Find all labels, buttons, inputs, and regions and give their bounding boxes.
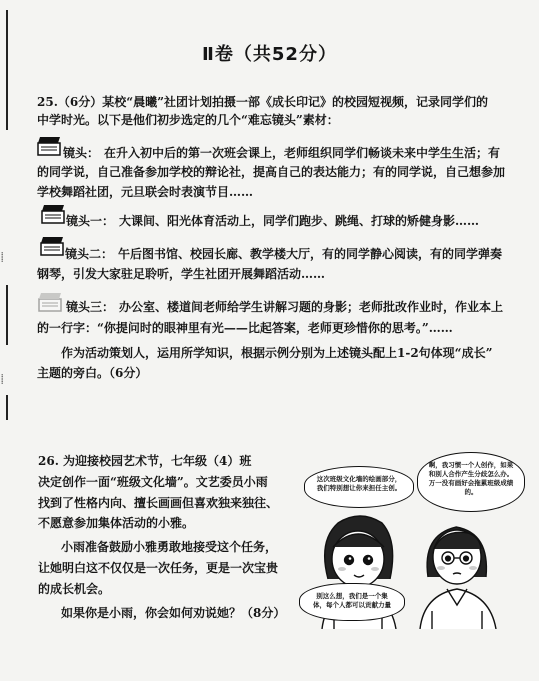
shot-text: 在升入初中后的第一次班会课上，老师组织同学们畅谈未来中学生生活；有 [104,146,501,160]
q26-line: 找到了性格内向、擅长画画但喜欢独来独往、 [38,496,279,510]
q25-intro-line2: 中学时光。以下是他们初步选定的几个“难忘镜头”素材： [37,113,339,127]
speech-bubble-right: 啊，我习惯一个人创作，如果和别人合作产生分歧怎么办。万一没有画好会拖累班级成绩的。 [417,452,525,512]
shot-text: 学校舞蹈社团，元旦联会时表演节目…… [37,185,254,199]
girl-xiaoya-figure [420,527,496,629]
q25-intro-line1: 25.（6分）某校“晨曦”社团计划拍摄一部《成长印记》的校园短视频，记录同学们的 [37,95,489,109]
shot-text: 办公室、楼道间老师给学生讲解习题的身影；老师批改作业时，作业本上 [119,300,504,314]
shot-text: 的一行字：“你提问时的眼神里有光——比起答案，老师更珍惜你的思考。”…… [37,321,453,335]
q26-line: 的成长机会。 [38,582,111,596]
q26-line: 决定创作一面“班级文化墙”。文艺委员小雨 [38,475,268,489]
q26-line: 不愿意参加集体活动的小雅。 [38,516,195,530]
q25-task-line1: 作为活动策划人，运用所学知识，根据示例分别为上述镜头配上1-2句体现“成长” [61,346,493,360]
q26-line: 让她明白这不仅仅是一次任务，更是一次宝贵 [38,561,279,575]
q26-line: 如果你是小雨，你会如何劝说她？（8分） [61,606,286,620]
speech-bubble-bottom: 别这么想，我们是一个集体，每个人都可以贡献力量 [299,583,405,621]
clapperboard-icon [40,236,64,256]
clapperboard-icon [41,204,65,224]
q26-line: 26. 为迎接校园艺术节，七年级（4）班 [38,454,252,468]
shot-label: 镜头一： [66,214,115,228]
binding-mark: ⸽ [1,375,4,385]
shot-text: 钢琴，引发大家驻足聆听，学生社团开展舞蹈活动…… [37,267,326,281]
shot-label: 镜头三： [66,300,115,314]
binding-line [6,285,8,345]
shot-label: 镜头二： [65,247,114,261]
binding-line [6,10,8,130]
shot-text: 的同学说，自己准备参加学校的辩论社，提高自己的表达能力；有的同学说，自己想参加 [37,165,506,179]
shot-label: 镜头： [63,146,100,160]
speech-bubble-left: 这次班级文化墙的绘画部分，我们特别想让你来担任主创。 [304,466,414,508]
binding-line [6,395,8,420]
clapperboard-icon [37,136,61,156]
clapperboard-icon [38,292,62,312]
binding-mark: ⸽ [1,253,4,263]
shot-text: 午后图书馆、校园长廊、教学楼大厅，有的同学静心阅读，有的同学弹奏 [118,247,503,261]
shot-text: 大课间、阳光体育活动上，同学们跑步、跳绳、打球的矫健身影…… [119,214,480,228]
section-title: Ⅱ卷（共52分） [202,44,337,65]
q25-task-line2: 主题的旁白。（6分） [37,366,148,380]
q26-line: 小雨准备鼓励小雅勇敢地接受这个任务， [61,540,278,554]
